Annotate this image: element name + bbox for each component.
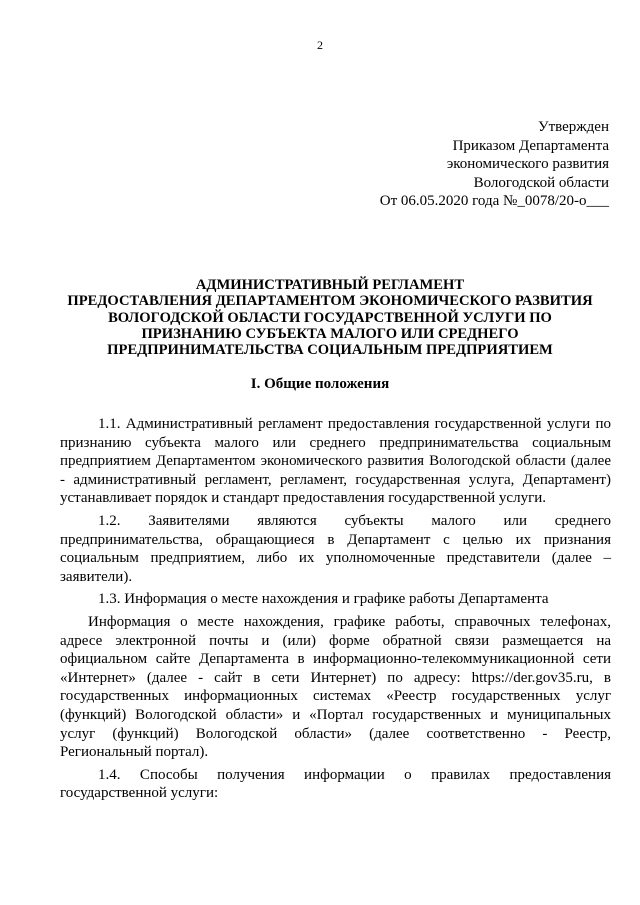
document-body (60, 415, 611, 803)
approval-line: Приказом Департамента (452, 137, 609, 154)
paragraph-1-4: 1.4. Способы получения информации о правилах предоставления государственной услуги: (60, 766, 611, 802)
approval-line: экономического развития (446, 156, 609, 172)
title-line: ВОЛОГОДСКОЙ ОБЛАСТИ ГОСУДАРСТВЕННОЙ УСЛУГИ ПО (108, 309, 552, 326)
section-heading: I. Общие положения (250, 376, 390, 392)
paragraph-1-1: 1.1. Административный регламент предоставления государственной услуги по признанию субъекта малого или среднего предпринимательства социальным предприятием Департаментом экономического развития Вологодской области (далее - административный регламент, регламент, государственная услуга, Департамент) устанавливает порядок и стандарт предоставления государственной услуги. (60, 416, 611, 507)
title-line: АДМИНИСТРАТИВНЫЙ РЕГЛАМЕНТ (195, 277, 465, 293)
approval-line: Вологодской области (473, 174, 609, 191)
approval-block (380, 118, 609, 211)
title-line: ПРИЗНАНИЮ СУБЪЕКТА МАЛОГО ИЛИ СРЕДНЕГО (141, 325, 519, 342)
title-line: ПРЕДПРИНИМАТЕЛЬСТВА СОЦИАЛЬНЫМ ПРЕДПРИЯТИЕМ (107, 342, 553, 359)
approval-line: Утвержден (537, 119, 609, 135)
page-number: 2 (317, 38, 323, 52)
paragraph-info: Информация о месте нахождения, графике работы, справочных телефонах, адресе электронной почты и (или) форме обратной связи размещается на официальном сайте Департамента в информационно-телекоммуникационной сети «Интернет» (далее - сайт в сети Интернет) по адресу: https://der.gov35.ru, в государственных информационных системах «Реестр государственных услуг (функций) Вологодской области» и «Портал государственных и муниципальных услуг (функций) Вологодской области» (далее соответственно - Реестр, Региональный портал). (60, 613, 611, 761)
document-title (40, 277, 620, 358)
approval-order-number: От 06.05.2020 года №_0078/20-о___ (379, 193, 609, 209)
paragraph-1-3: 1.3. Информация о месте нахождения и графике работы Департамента (98, 591, 549, 608)
title-line: ПРЕДОСТАВЛЕНИЯ ДЕПАРТАМЕНТОМ ЭКОНОМИЧЕСКОГО РАЗВИТИЯ (67, 293, 593, 310)
paragraph-1-2: 1.2. Заявителями являются субъекты малого или среднего предпринимательства, обращающиеся в Департамент с целью их признания социальным предприятием, либо их уполномоченные представители (далее – заявители). (60, 512, 611, 585)
